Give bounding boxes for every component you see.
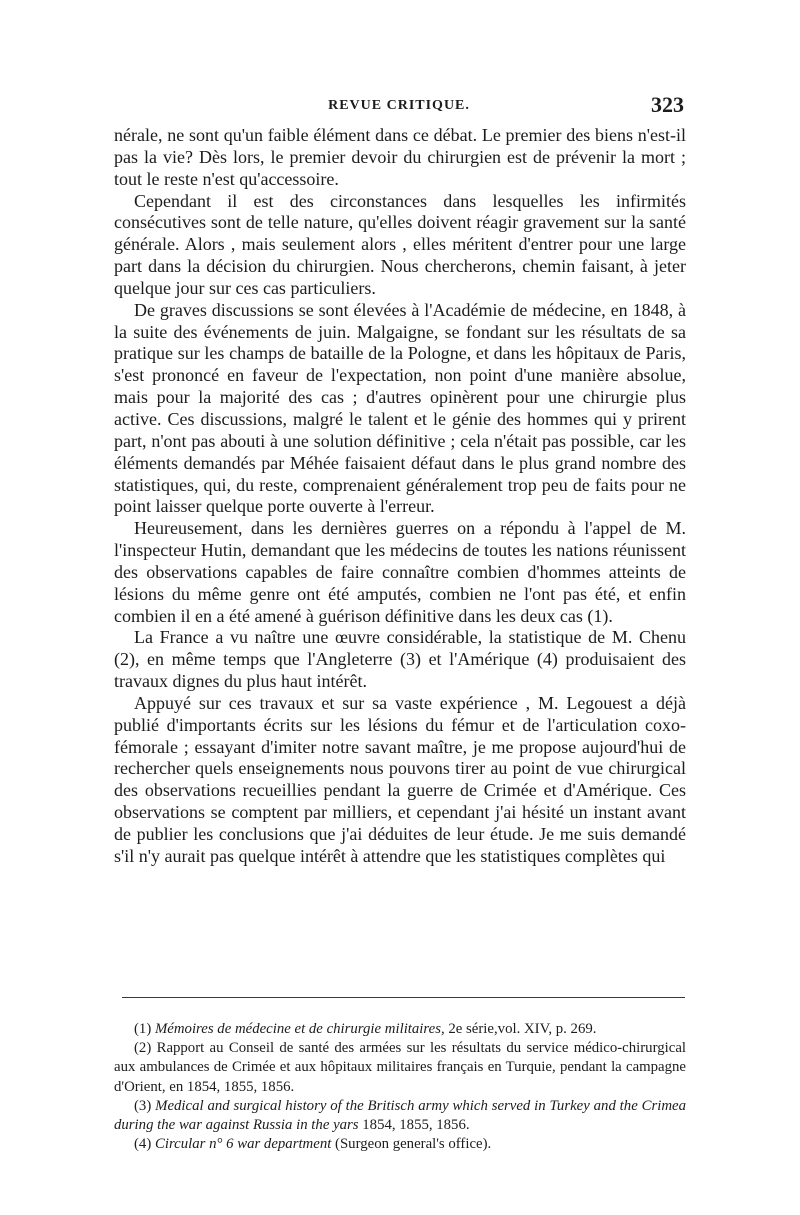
footnote-divider [122, 997, 685, 998]
footnote [114, 1020, 686, 1039]
footnote-number: (1) [134, 1021, 152, 1037]
main-text [114, 125, 686, 868]
running-title: REVUE CRITIQUE. [328, 98, 470, 113]
paragraph: Heureusement, dans les dernières guerres on a répondu à l'appel de M. l'inspecteur Hutin, demandant que les médecins de toutes les nations réunissent des observations capables de faire connaître combien d'hommes atteints de lésions du même genre ont été amputés, combien ne l'ont pas été, et enfin combien il en a été amené à guérison définitive dans les deux cas (1). [114, 518, 686, 626]
footnote [114, 1039, 686, 1097]
paragraph: Appuyé sur ces travaux et sur sa vaste expérience , M. Legouest a déjà publié d'importants écrits sur les lésions du fémur et de l'articulation coxo-fémorale ; essayant d'imiter notre savant maître, je me propose aujourd'hui de rechercher quels enseignements nous pouvons tirer au point de vue chirurgical des observations recueillies pendant la guerre de Crimée et d'Amérique. Ces observations se comptent par milliers, et cependant j'ai hésité un instant avant de publier les conclusions que j'ai déduites de leur étude. Je me suis demandé s'il n'y aurait pas quelque intérêt à attendre que les statistiques complètes qui [114, 692, 686, 866]
footnote-number: (4) [134, 1136, 152, 1153]
paragraph: De graves discussions se sont élevées à l'Académie de médecine, en 1848, à la suite des événements de juin. Malgaigne, se fondant sur les résultats de sa pratique sur les champs de bataille de la Pologne, et dans les hôpitaux de Paris, s'est prononcé en faveur de l'expectation, non point d'une manière absolue, mais pour la majorité des cas ; d'autres opinèrent pour une chirurgie plus active. Ces discussions, malgré le talent et le génie des hommes qui y prirent part, n'ont pas abouti à une solution définitive ; cela n'était pas possible, car les éléments demandés par Méhée faisaient défaut dans le plus grand nombre des statistiques, qui, du reste, comprenaient généralement trop peu de faits pour ne point laisser quelque porte ouverte à l'erreur. [114, 299, 686, 517]
page-header [114, 92, 684, 120]
footnote-italic: Circular n° 6 war department [154, 1136, 332, 1153]
paragraph: nérale, ne sont qu'un faible élément dans ce débat. Le premier des biens n'est-il pas la vie? Dès lors, le premier devoir du chirurgien est de prévenir la mort ; tout le reste n'est qu'accessoire. [114, 125, 686, 189]
footnotes [114, 1020, 686, 1154]
footnote-italic: Medical and surgical history of the Britisch army which served in Turkey and the Crimea during the war against Russia in the yars [114, 1097, 687, 1134]
footnote-text: (Surgeon general's office). [331, 1136, 492, 1153]
footnote-text: Rapport au Conseil de santé des armées sur les résultats du service médico-chirurgical aux ambulances de Crimée et aux hôpitaux militaires français en Turquie, pendant la campagne d'Orient, en 1854, 1855, 1856. [114, 1040, 686, 1095]
footnote [114, 1135, 686, 1154]
footnote-italic: Mémoires de médecine et de chirurgie militaires, [154, 1021, 445, 1037]
page-number: 323 [651, 92, 684, 117]
footnote-text: 2e série,vol. XIV, p. 269. [444, 1021, 597, 1037]
footnote [114, 1097, 686, 1135]
paragraph: Cependant il est des circonstances dans lesquelles les infirmités consécutives sont de telle nature, qu'elles doivent réagir gravement sur la santé générale. Alors , mais seulement alors , elles méritent d'entrer pour une large part dans la décision du chirurgien. Nous chercherons, chemin faisant, à jeter quelque jour sur ces cas particuliers. [114, 190, 686, 298]
footnote-number: (3) [134, 1097, 152, 1114]
footnote-text: 1854, 1855, 1856. [358, 1117, 470, 1134]
paragraph: La France a vu naître une œuvre considérable, la statistique de M. Chenu (2), en même temps que l'Angleterre (3) et l'Amérique (4) produisaient des travaux dignes du plus haut intérêt. [114, 627, 686, 692]
footnote-number: (2) [134, 1040, 152, 1057]
